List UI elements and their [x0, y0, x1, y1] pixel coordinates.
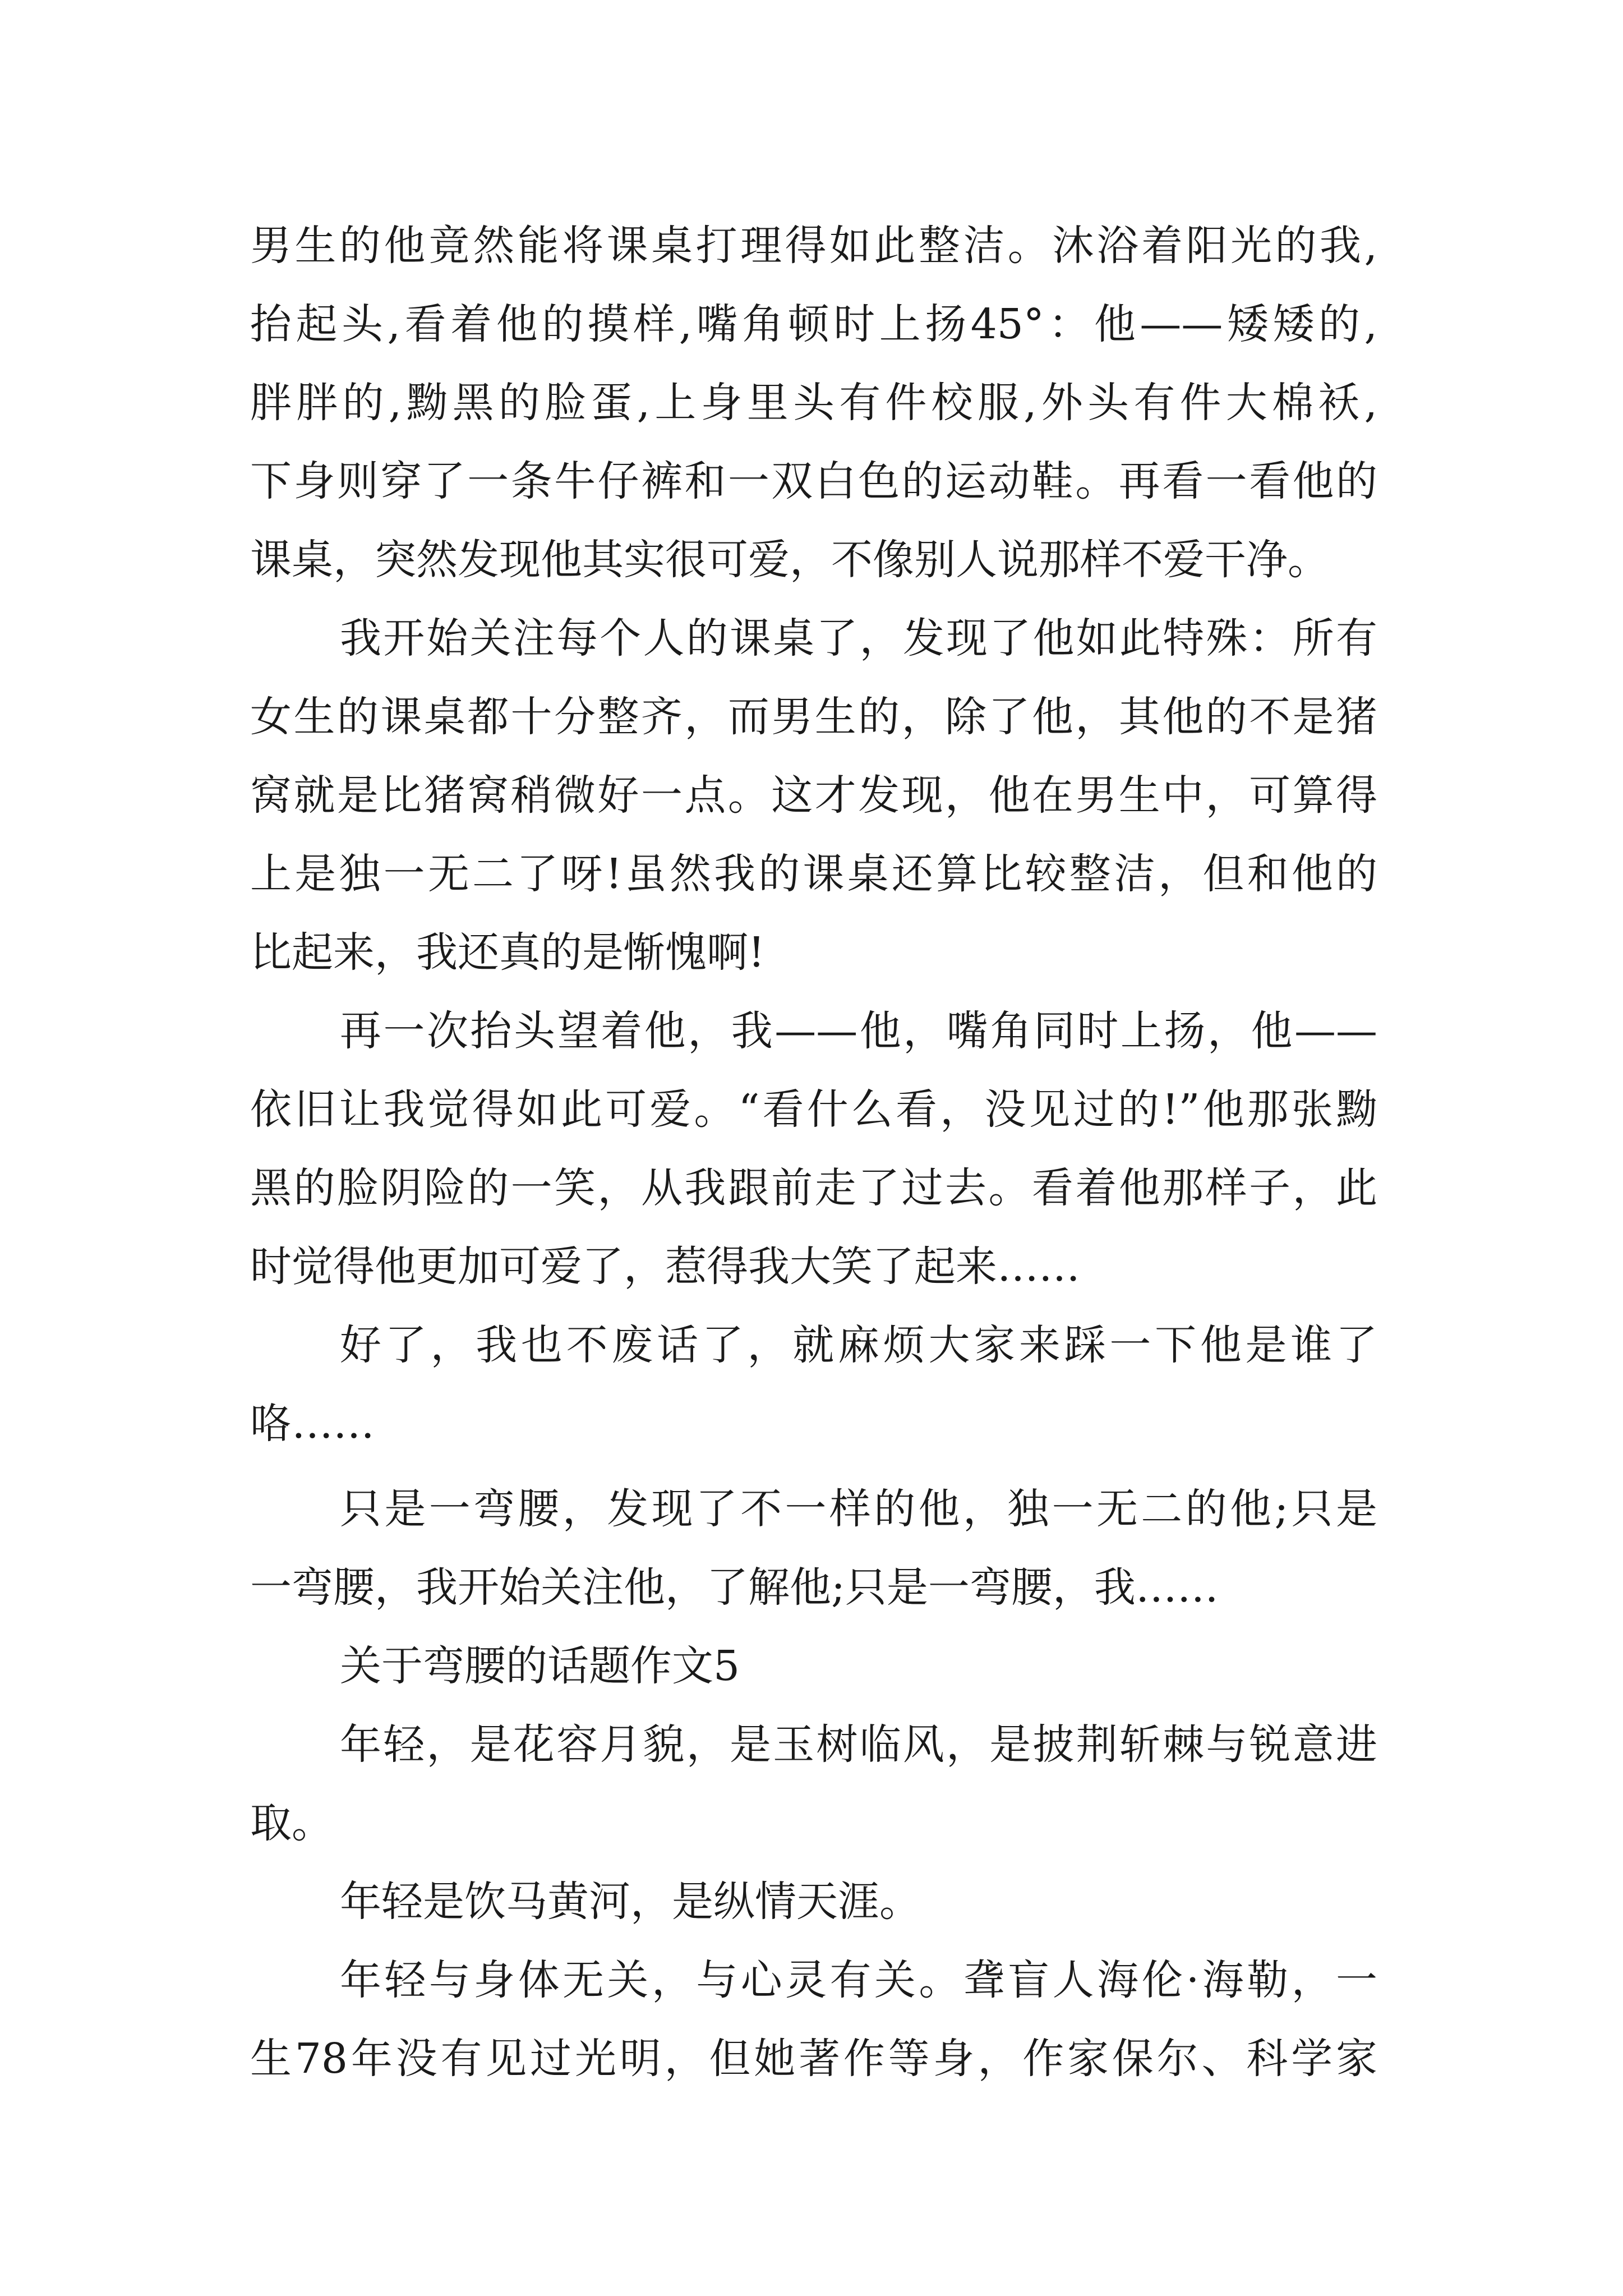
text-line: 生78年没有见过光明，但她著作等身，作家保尔、科学家 — [250, 2035, 1377, 2083]
text-line: 年轻，是花容月貌，是玉树临风，是披荆斩棘与锐意进 — [340, 1720, 1377, 1769]
text-line: 再一次抬头望着他，我——他，嘴角同时上扬，他—— — [340, 1007, 1377, 1055]
text-line: 年轻与身体无关，与心灵有关。聋盲人海伦·海勒，一 — [340, 1956, 1377, 2004]
paragraph — [250, 599, 1377, 992]
text-line: 胖胖的,黝黑的脸蛋,上身里头有件校服,外头有件大棉袄, — [250, 379, 1377, 427]
paragraph — [250, 206, 1377, 599]
paragraph — [250, 1941, 1377, 2098]
text-line: 一弯腰，我开始关注他，了解他;只是一弯腰，我…… — [250, 1563, 1219, 1612]
text-line: 黑的脸阴险的一笑，从我跟前走了过去。看着他那样子，此 — [250, 1164, 1377, 1212]
text-line: 窝就是比猪窝稍微好一点。这才发现，他在男生中，可算得 — [250, 771, 1377, 820]
paragraph — [250, 1306, 1377, 1463]
heading-text: 关于弯腰的话题作文5 — [340, 1642, 740, 1690]
text-line: 课桌，突然发现他其实很可爱，不像别人说那样不爱干净。 — [250, 536, 1329, 584]
paragraph — [250, 1705, 1377, 1862]
document-page — [250, 206, 1377, 2098]
text-line: 时觉得他更加可爱了，惹得我大笑了起来…… — [250, 1243, 1080, 1291]
text-line: 咯…… — [250, 1400, 375, 1448]
paragraph — [250, 1862, 1377, 1941]
section-heading — [250, 1627, 1377, 1705]
text-line: 好了，我也不废话了，就麻烦大家来踩一下他是谁了 — [340, 1321, 1377, 1369]
text-line: 我开始关注每个人的课桌了，发现了他如此特殊：所有 — [340, 614, 1377, 662]
text-line: 只是一弯腰，发现了不一样的他，独一无二的他;只是 — [340, 1485, 1377, 1533]
text-line: 男生的他竟然能将课桌打理得如此整洁。沐浴着阳光的我, — [250, 222, 1377, 270]
text-line: 年轻是饮马黄河，是纵情天涯。 — [340, 1878, 921, 1926]
paragraph — [250, 1470, 1377, 1627]
text-line: 抬起头,看着他的摸样,嘴角顿时上扬45°：他——矮矮的, — [250, 300, 1377, 348]
spacer — [250, 1463, 1377, 1470]
paragraph — [250, 992, 1377, 1306]
text-line: 上是独一无二了呀!虽然我的课桌还算比较整洁，但和他的 — [250, 850, 1377, 898]
text-line: 女生的课桌都十分整齐，而男生的，除了他，其他的不是猪 — [250, 693, 1377, 741]
text-line: 下身则穿了一条牛仔裤和一双白色的运动鞋。再看一看他的 — [250, 457, 1377, 505]
text-line: 依旧让我觉得如此可爱。“看什么看，没见过的!”他那张黝 — [250, 1085, 1377, 1134]
text-line: 取。 — [250, 1799, 333, 1847]
text-line: 比起来，我还真的是惭愧啊! — [250, 928, 765, 977]
